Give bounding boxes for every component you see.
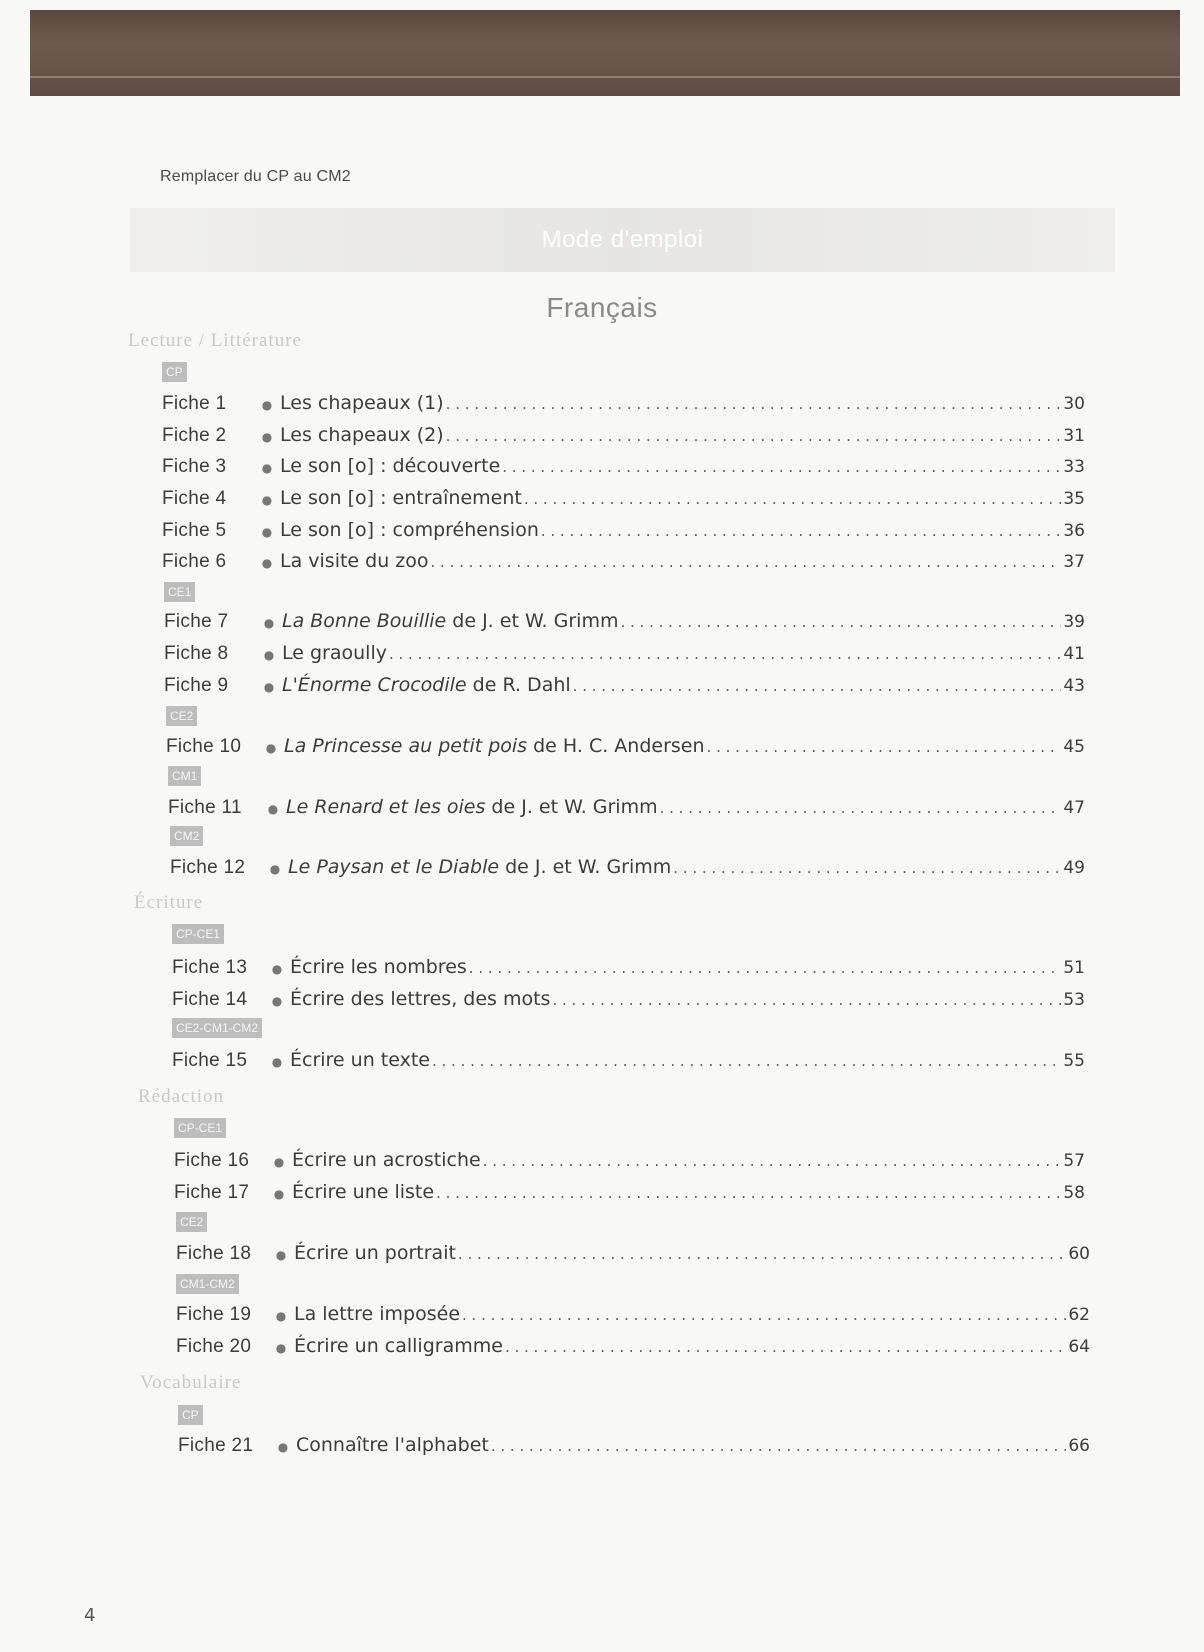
toc-entry (164, 638, 1085, 668)
fiche-label: Fiche 21 (178, 1435, 254, 1456)
bullet-icon: ● (275, 1309, 287, 1323)
level-tag: CP (162, 362, 187, 382)
entry-title: La lettre imposée (294, 1303, 461, 1325)
entry-title-italic: Le Renard et les oies (286, 796, 486, 818)
entry-title: Écrire un acrostiche (292, 1149, 481, 1171)
entry-title (286, 792, 658, 822)
fiche-label: Fiche 10 (166, 736, 242, 757)
page-ref: 43 (1063, 676, 1085, 696)
entry-title (282, 606, 618, 636)
dot-leader (660, 793, 1061, 823)
entry-title: Écrire un portrait (294, 1242, 456, 1264)
running-head: Remplacer du CP au CM2 (160, 168, 351, 185)
fiche-label: Fiche 6 (162, 551, 227, 572)
dot-leader (436, 1178, 1061, 1208)
page-ref: 36 (1063, 521, 1085, 541)
bullet-icon: ● (261, 525, 273, 539)
toc-entry (162, 388, 1085, 418)
title-bar (130, 208, 1115, 272)
dot-leader (573, 671, 1061, 701)
fiche-label: Fiche 11 (168, 797, 242, 818)
dot-leader (446, 421, 1061, 451)
toc-entry (176, 1299, 1090, 1329)
entry-title (282, 670, 571, 700)
toc-entry (162, 515, 1085, 545)
subject-title: Français (546, 292, 658, 323)
entry-title: Écrire les nombres (290, 956, 467, 978)
entry-title-author: de J. et W. Grimm (499, 856, 672, 878)
dot-leader (431, 547, 1061, 577)
page-ref: 53 (1063, 990, 1085, 1010)
bullet-icon: ● (273, 1155, 285, 1169)
title-bar-text: Mode d'emploi (541, 226, 704, 253)
bullet-icon: ● (275, 1248, 287, 1262)
level-tag: CM1-CM2 (176, 1274, 239, 1294)
entry-title: Écrire un texte (290, 1049, 430, 1071)
toc-entry (166, 731, 1085, 761)
fiche-label: Fiche 16 (174, 1150, 250, 1171)
bullet-icon: ● (263, 616, 275, 630)
dot-leader (620, 607, 1061, 637)
section-heading: Lecture / Littérature (128, 330, 302, 351)
entry-title: Le son [o] : compréhension (280, 519, 539, 541)
fiche-label: Fiche 7 (164, 611, 229, 632)
bullet-icon: ● (263, 648, 275, 662)
bullet-icon: ● (261, 398, 273, 412)
toc-entry (162, 451, 1085, 481)
dot-leader (469, 953, 1061, 983)
dot-leader (673, 853, 1061, 883)
page-ref: 62 (1068, 1305, 1090, 1325)
toc-entry (162, 420, 1085, 450)
dot-leader (462, 1300, 1066, 1330)
fiche-label: Fiche 12 (170, 857, 246, 878)
entry-title: La visite du zoo (280, 550, 429, 572)
level-tag: CM1 (168, 766, 201, 786)
page-ref: 47 (1063, 798, 1085, 818)
entry-title: Le graoully (282, 642, 387, 664)
fiche-label: Fiche 3 (162, 456, 227, 477)
entry-title-author: de J. et W. Grimm (446, 610, 619, 632)
level-tag: CP (178, 1405, 203, 1425)
bullet-icon: ● (271, 962, 283, 976)
page-number: 4 (84, 1605, 96, 1626)
fiche-label: Fiche 5 (162, 520, 227, 541)
entry-title-italic: La Bonne Bouillie (282, 610, 447, 632)
fiche-label: Fiche 18 (176, 1243, 252, 1264)
dot-leader (541, 516, 1061, 546)
page-ref: 60 (1068, 1244, 1090, 1264)
bullet-icon: ● (277, 1440, 289, 1454)
dot-leader (707, 732, 1061, 762)
level-tag: CE1 (164, 582, 195, 602)
fiche-label: Fiche 19 (176, 1304, 252, 1325)
fiche-label: Fiche 9 (164, 675, 229, 696)
toc-entry (174, 1177, 1085, 1207)
toc-entry (164, 670, 1085, 700)
fiche-label: Fiche 14 (172, 989, 248, 1010)
bullet-icon: ● (271, 994, 283, 1008)
page-ref: 49 (1063, 858, 1085, 878)
dot-leader (483, 1146, 1061, 1176)
entry-title: Écrire un calligramme (294, 1335, 503, 1357)
bullet-icon: ● (269, 862, 281, 876)
fiche-label: Fiche 2 (162, 425, 227, 446)
page-ref: 66 (1068, 1436, 1090, 1456)
fiche-label: Fiche 17 (174, 1182, 250, 1203)
page-ref: 31 (1063, 426, 1085, 446)
fiche-label: Fiche 20 (176, 1336, 252, 1357)
dot-leader (502, 452, 1061, 482)
level-tag: CM2 (170, 826, 203, 846)
page-ref: 45 (1063, 737, 1085, 757)
entry-title-author: de J. et W. Grimm (485, 796, 658, 818)
toc-entry (174, 1145, 1085, 1175)
bullet-icon: ● (261, 493, 273, 507)
page-ref: 37 (1063, 552, 1085, 572)
page-ref: 64 (1068, 1337, 1090, 1357)
toc-entry (168, 792, 1085, 822)
page-ref: 41 (1063, 644, 1085, 664)
toc-entry (176, 1238, 1090, 1268)
entry-title: Le son [o] : découverte (280, 455, 501, 477)
page-ref: 51 (1063, 958, 1085, 978)
level-tag: CE2 (176, 1212, 207, 1232)
page-ref: 55 (1063, 1051, 1085, 1071)
section-heading: Écriture (134, 892, 204, 913)
entry-title-italic: La Princesse au petit pois (284, 735, 528, 757)
toc-entry (178, 1430, 1090, 1460)
entry-title-italic: L'Énorme Crocodile (282, 674, 467, 696)
dot-leader (491, 1431, 1066, 1461)
entry-title: Connaître l'alphabet (296, 1434, 489, 1456)
entry-title-author: de R. Dahl (466, 674, 571, 696)
entry-title: Écrire des lettres, des mots (290, 988, 551, 1010)
page-ref: 58 (1063, 1183, 1085, 1203)
bullet-icon: ● (263, 680, 275, 694)
bullet-icon: ● (267, 802, 279, 816)
header-band (30, 10, 1180, 96)
page-ref: 30 (1063, 394, 1085, 414)
bullet-icon: ● (261, 461, 273, 475)
bullet-icon: ● (261, 556, 273, 570)
entry-title-author: de H. C. Andersen (527, 735, 705, 757)
page-ref: 33 (1063, 457, 1085, 477)
page-ref: 57 (1063, 1151, 1085, 1171)
entry-title: Les chapeaux (1) (280, 392, 444, 414)
entry-title: Écrire une liste (292, 1181, 435, 1203)
level-tag: CE2-CM1-CM2 (172, 1018, 262, 1038)
section-heading: Vocabulaire (140, 1372, 242, 1393)
bullet-icon: ● (271, 1055, 283, 1069)
entry-title-italic: Le Paysan et le Diable (288, 856, 500, 878)
page-ref: 39 (1063, 612, 1085, 632)
fiche-label: Fiche 13 (172, 957, 248, 978)
toc-entry (172, 1045, 1085, 1075)
entry-title: Les chapeaux (2) (280, 424, 444, 446)
section-heading: Rédaction (138, 1086, 225, 1107)
fiche-label: Fiche 8 (164, 643, 229, 664)
dot-leader (552, 985, 1061, 1015)
level-tag: CP-CE1 (174, 1118, 226, 1138)
dot-leader (389, 639, 1061, 669)
bullet-icon: ● (275, 1341, 287, 1355)
fiche-label: Fiche 4 (162, 488, 227, 509)
level-tag: CE2 (166, 706, 197, 726)
dot-leader (432, 1046, 1061, 1076)
toc-entry (164, 606, 1085, 636)
toc-entry (172, 984, 1085, 1014)
dot-leader (524, 484, 1061, 514)
toc-entry (162, 546, 1085, 576)
level-tag: CP-CE1 (172, 924, 224, 944)
entry-title (288, 852, 671, 882)
dot-leader (458, 1239, 1066, 1269)
page-ref: 35 (1063, 489, 1085, 509)
fiche-label: Fiche 1 (162, 393, 227, 414)
dot-leader (446, 389, 1061, 419)
fiche-label: Fiche 15 (172, 1050, 248, 1071)
dot-leader (505, 1332, 1066, 1362)
toc-entry (162, 483, 1085, 513)
bullet-icon: ● (261, 430, 273, 444)
bullet-icon: ● (265, 741, 277, 755)
entry-title: Le son [o] : entraînement (280, 487, 522, 509)
bullet-icon: ● (273, 1187, 285, 1201)
toc-entry (172, 952, 1085, 982)
toc-entry (170, 852, 1085, 882)
entry-title (284, 731, 705, 761)
toc-entry (176, 1331, 1090, 1361)
